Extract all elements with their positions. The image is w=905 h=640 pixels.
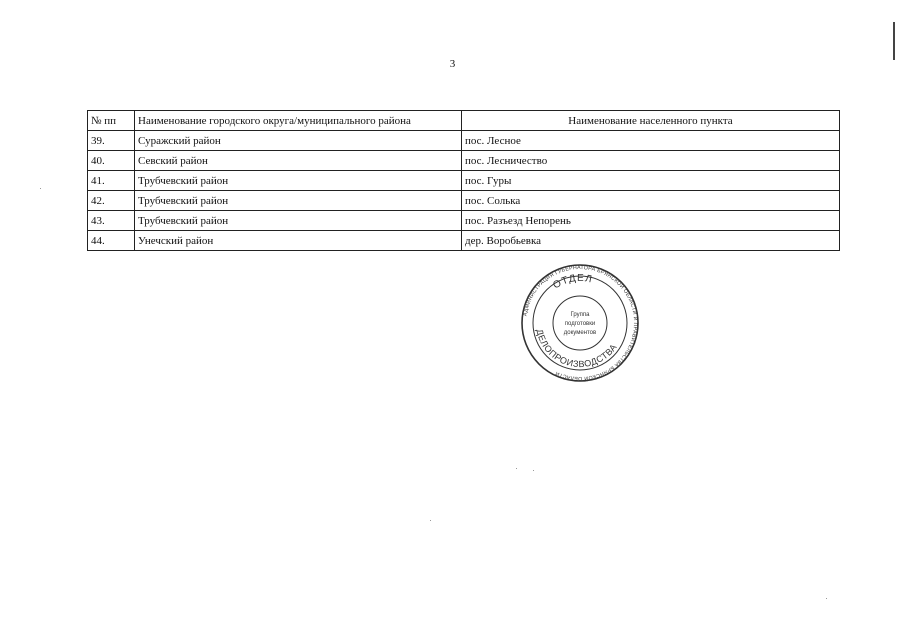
row-number: 39. <box>88 131 135 151</box>
row-settlement: пос. Лесничество <box>462 151 840 171</box>
table-row <box>88 171 840 191</box>
row-district: Севский район <box>135 151 462 171</box>
row-number: 42. <box>88 191 135 211</box>
page-number: 3 <box>449 58 456 70</box>
table-row <box>88 151 840 171</box>
margin-rule <box>893 22 895 60</box>
table-row <box>88 191 840 211</box>
header-district: Наименование городского округа/муниципального района <box>135 111 462 131</box>
header-settlement: Наименование населенного пункта <box>462 111 840 131</box>
seal-bottom-text: ДЕЛОПРОИЗВОДСТВА <box>534 328 619 370</box>
seal-outer-text: АДМИНИСТРАЦИЯ ГУБЕРНАТОРА БРЯНСКОЙ ОБЛАСТИ И ПРАВИТЕЛЬСТВА БРЯНСКОЙ ОБЛАСТИ <box>522 264 639 382</box>
row-settlement: пос. Солька <box>462 191 840 211</box>
row-district: Суражский район <box>135 131 462 151</box>
scan-speck <box>826 598 827 599</box>
table-row <box>88 231 840 251</box>
row-district: Трубчевский район <box>135 211 462 231</box>
settlements-table <box>87 110 840 251</box>
scan-speck <box>533 470 534 471</box>
row-number: 43. <box>88 211 135 231</box>
seal-top-text: ОТДЕЛ <box>551 272 594 292</box>
row-district: Унечский район <box>135 231 462 251</box>
row-number: 40. <box>88 151 135 171</box>
scan-speck <box>516 468 517 469</box>
official-seal-stamp <box>516 264 644 382</box>
row-district: Трубчевский район <box>135 171 462 191</box>
row-district: Трубчевский район <box>135 191 462 211</box>
seal-center-line-3: документов <box>563 330 597 336</box>
seal-graphic <box>516 264 644 382</box>
scan-speck <box>40 188 41 189</box>
seal-center-line-1: Группа <box>570 312 590 318</box>
row-settlement: пос. Гуры <box>462 171 840 191</box>
scan-speck <box>430 520 431 521</box>
seal-center-line-2: подготовки <box>564 321 596 327</box>
header-number: № пп <box>88 111 135 131</box>
row-settlement: пос. Лесное <box>462 131 840 151</box>
row-number: 41. <box>88 171 135 191</box>
row-number: 44. <box>88 231 135 251</box>
table-row <box>88 131 840 151</box>
table-row <box>88 211 840 231</box>
row-settlement: пос. Разъезд Непорень <box>462 211 840 231</box>
row-settlement: дер. Воробьевка <box>462 231 840 251</box>
table-header-row <box>88 111 840 131</box>
